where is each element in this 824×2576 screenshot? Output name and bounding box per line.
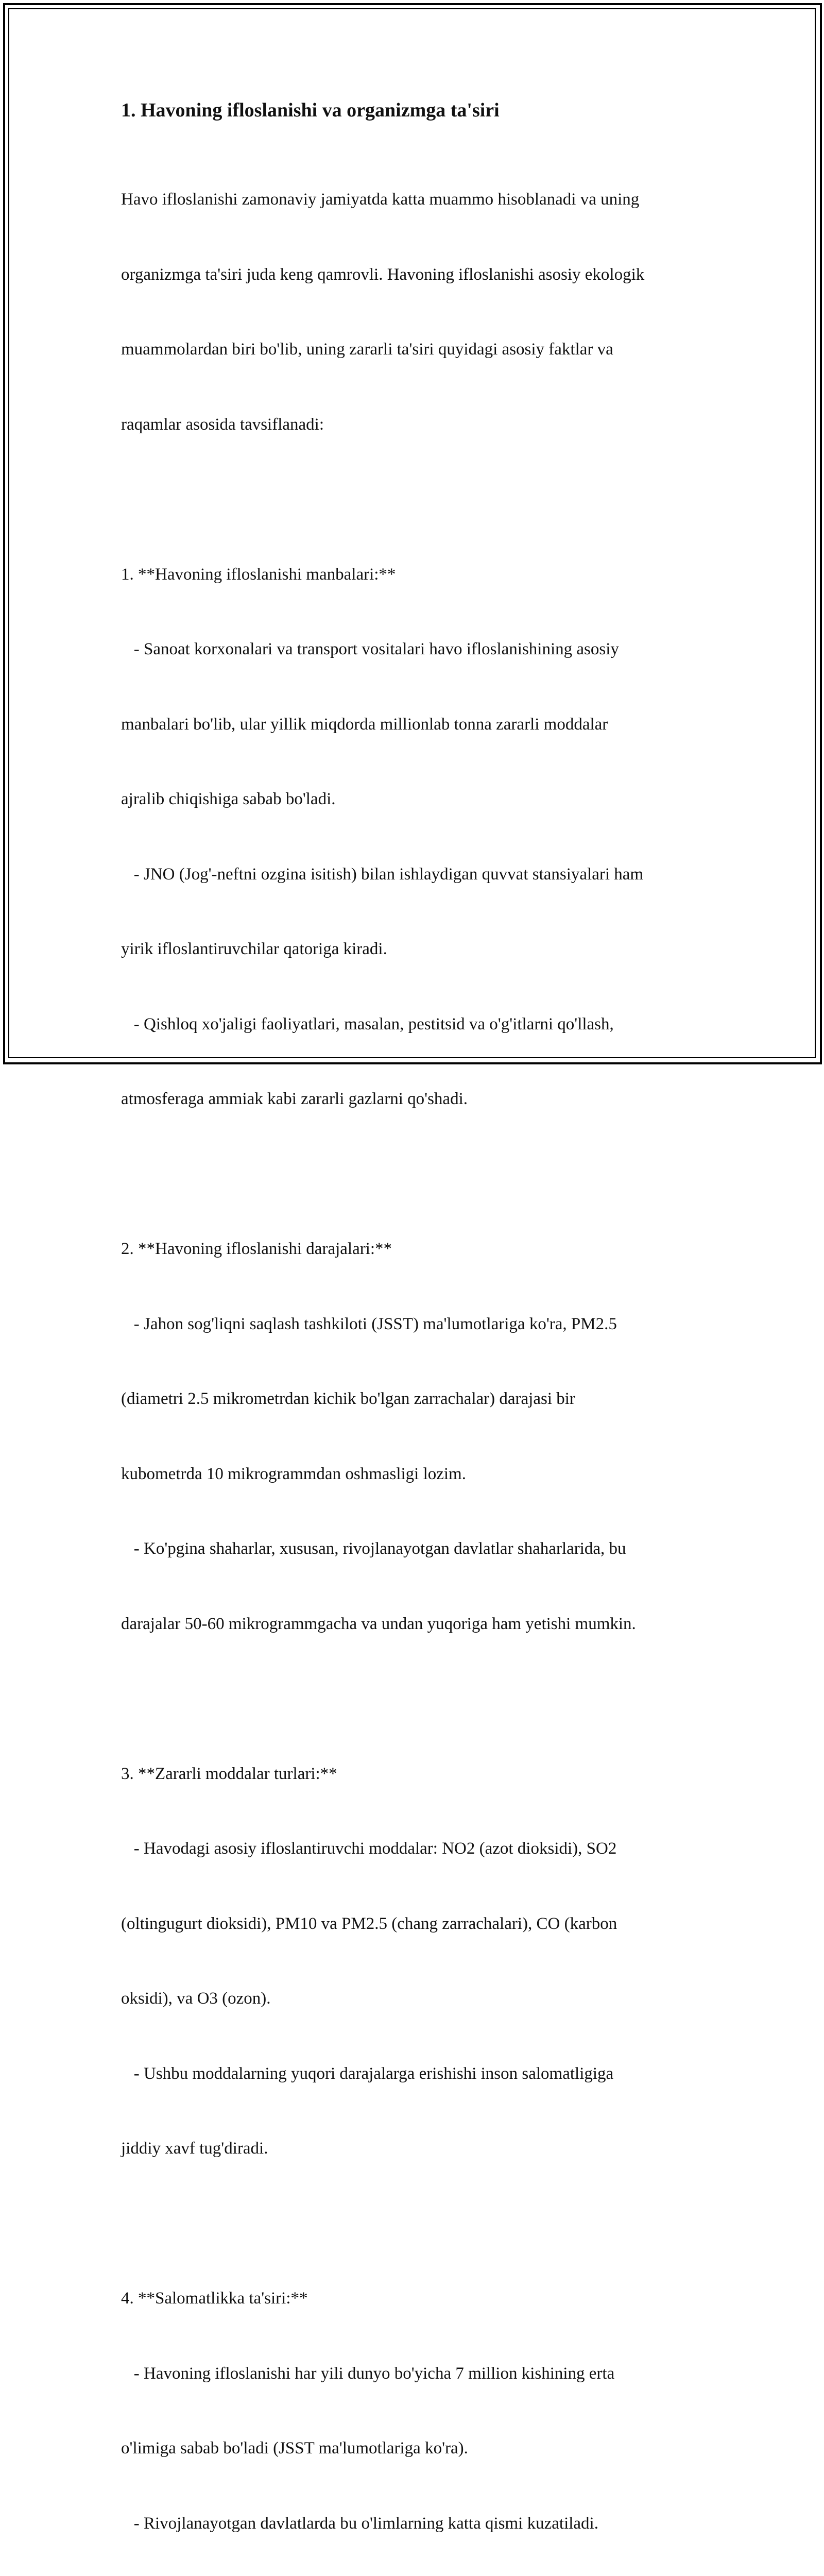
section-heading: 1. Havoning ifloslanishi va organizmga ta'siri	[121, 99, 500, 121]
list-line: - Sanoat korxonalari va transport vositalari havo ifloslanishining asosiy	[121, 640, 619, 658]
list-section-title: 2. **Havoning ifloslanishi darajalari:**	[121, 1240, 392, 1258]
list-section-health	[121, 2236, 713, 2576]
list-line: ajralib chiqishiga sabab bo'ladi.	[121, 790, 336, 808]
intro-line: raqamlar asosida tavsiflanadi:	[121, 415, 324, 434]
list-section-pollutants	[121, 1711, 713, 2211]
document-body	[121, 98, 713, 2576]
list-line: (diametri 2.5 mikrometrdan kichik bo'lgan zarrachalar) darajasi bir	[121, 1389, 575, 1408]
paragraph-gap	[121, 487, 713, 512]
paragraph-gap	[121, 1162, 713, 1187]
list-line: darajalar 50-60 mikrogrammgacha va undan yuqoriga ham yetishi mumkin.	[121, 1614, 636, 1633]
list-section-title: 1. **Havoning ifloslanishi manbalari:**	[121, 565, 396, 584]
list-line: - Havodagi asosiy ifloslantiruvchi moddalar: NO2 (azot dioksidi), SO2	[121, 1839, 617, 1858]
list-line: o'limiga sabab bo'ladi (JSST ma'lumotlariga ko'ra).	[121, 2439, 468, 2458]
paragraph-gap	[121, 1686, 713, 1711]
list-line: - Ko'pgina shaharlar, xususan, rivojlanayotgan davlatlar shaharlarida, bu	[121, 1539, 626, 1558]
list-line: (oltingugurt dioksidi), PM10 va PM2.5 (chang zarrachalari), CO (karbon	[121, 1914, 617, 1933]
list-section-title: 4. **Salomatlikka ta'siri:**	[121, 2289, 308, 2308]
list-line: manbalari bo'lib, ular yillik miqdorda millionlab tonna zararli moddalar	[121, 715, 608, 734]
paragraph-gap	[121, 2211, 713, 2236]
intro-paragraph	[121, 137, 713, 487]
list-line: oksidi), va O3 (ozon).	[121, 1989, 271, 2008]
list-line: jiddiy xavf tug'diradi.	[121, 2139, 268, 2158]
list-line: yirik ifloslantiruvchilar qatoriga kiradi.	[121, 940, 387, 958]
list-section-sources	[121, 512, 713, 1162]
list-line: - Rivojlanayotgan davlatlarda bu o'limlarning katta qismi kuzatiladi.	[121, 2514, 598, 2533]
list-line: - Havoning ifloslanishi har yili dunyo bo'yicha 7 million kishining erta	[121, 2364, 615, 2383]
intro-line: muammolardan biri bo'lib, uning zararli ta'siri quyidagi asosiy faktlar va	[121, 340, 613, 359]
list-section-title: 3. **Zararli moddalar turlari:**	[121, 1764, 337, 1783]
list-line: - Ushbu moddalarning yuqori darajalarga erishishi inson salomatligiga	[121, 2064, 614, 2083]
list-line: - JNO (Jog'-neftni ozgina isitish) bilan ishlaydigan quvvat stansiyalari ham	[121, 865, 644, 884]
list-line: - Jahon sog'liqni saqlash tashkiloti (JSST) ma'lumotlariga ko'ra, PM2.5	[121, 1314, 617, 1333]
list-line: atmosferaga ammiak kabi zararli gazlarni qo'shadi.	[121, 1090, 468, 1108]
list-section-levels	[121, 1187, 713, 1686]
intro-line: organizmga ta'siri juda keng qamrovli. Havoning ifloslanishi asosiy ekologik	[121, 265, 645, 284]
list-line: kubometrda 10 mikrogrammdan oshmasligi lozim.	[121, 1464, 466, 1483]
intro-line: Havo ifloslanishi zamonaviy jamiyatda katta muammo hisoblanadi va uning	[121, 190, 640, 209]
list-line: - Qishloq xo'jaligi faoliyatlari, masalan, pestitsid va o'g'itlarni qo'llash,	[121, 1014, 614, 1033]
